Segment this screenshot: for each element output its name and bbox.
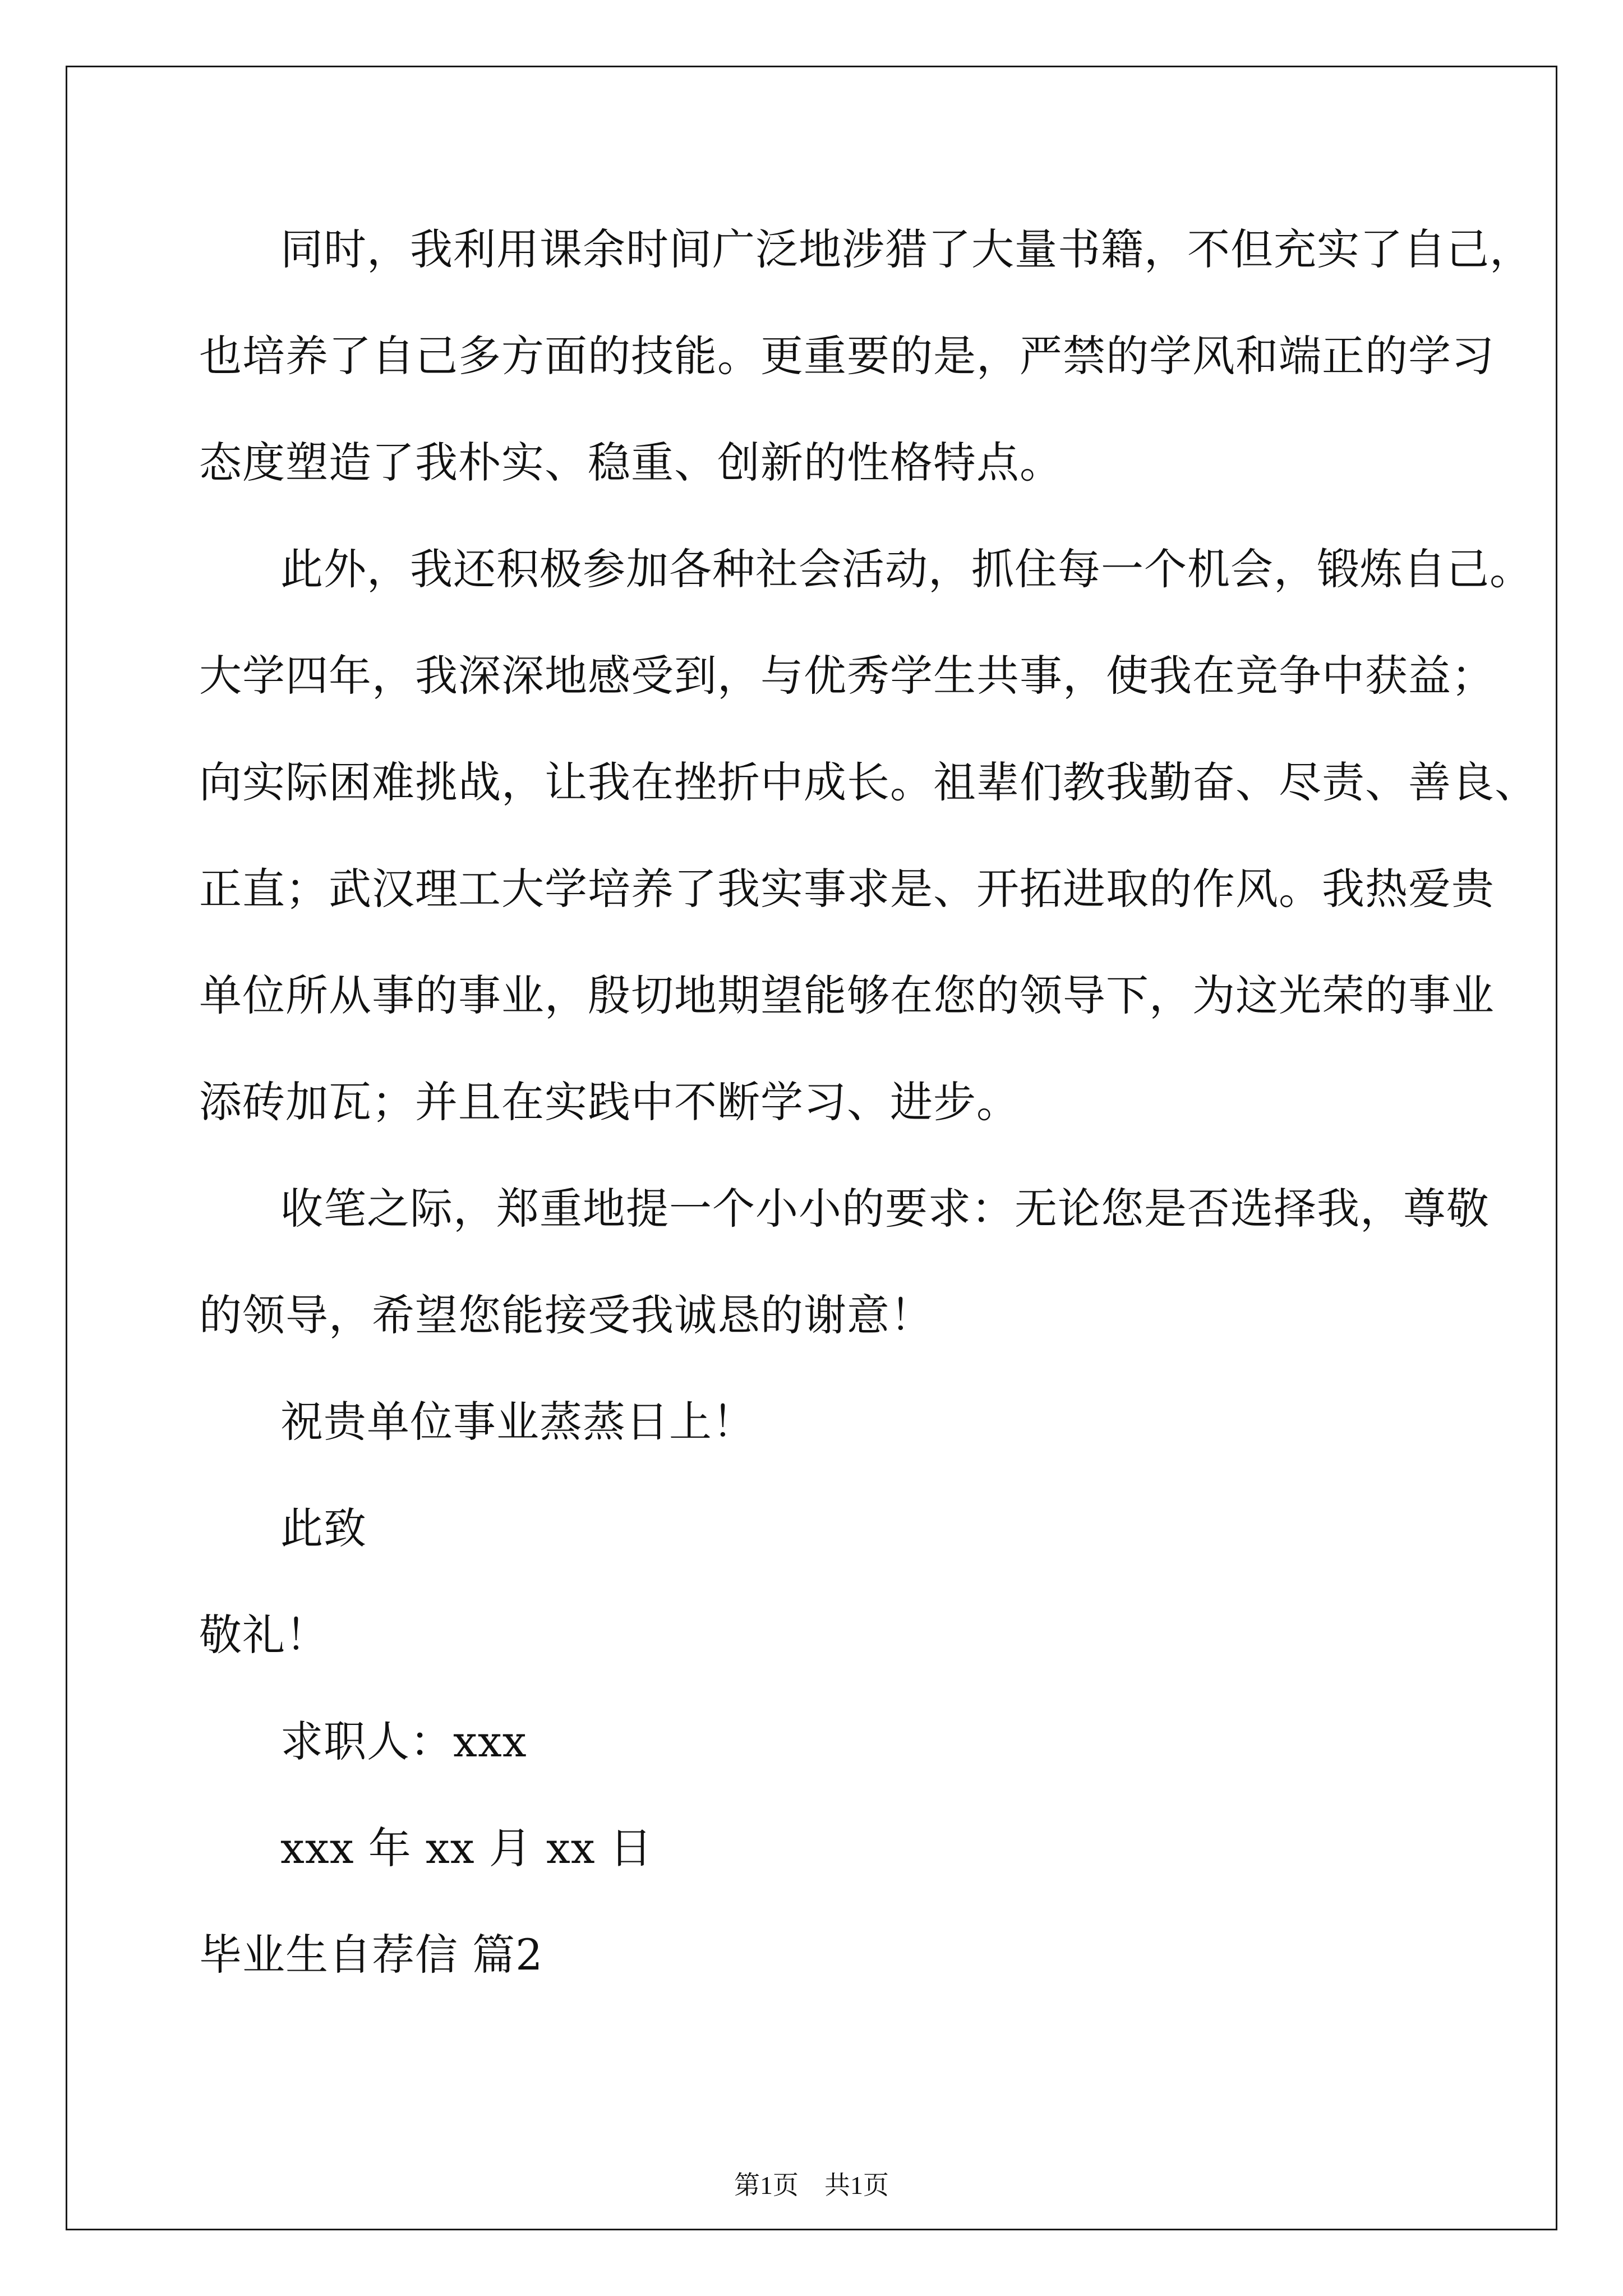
paragraph-line: 此外，我还积极参加各种社会活动，抓住每一个机会，锻炼自己。 (280, 544, 1533, 594)
paragraph-line: 的领导，希望您能接受我诚恳的谢意！ (199, 1290, 933, 1340)
closing-regards: 敬礼！ (199, 1610, 329, 1660)
signature-name: 求职人：xxx (280, 1717, 527, 1766)
page-footer: 第1页 共1页 (734, 2171, 889, 2200)
section-heading: 毕业生自荐信 篇2 (199, 1930, 543, 1980)
paragraph-line: 单位所从事的事业，殷切地期望能够在您的领导下，为这光荣的事业 (199, 970, 1495, 1020)
paragraph-line: 同时，我利用课余时间广泛地涉猎了大量书籍，不但充实了自己， (280, 224, 1533, 274)
paragraph-line: 也培养了自己多方面的技能。更重要的是，严禁的学风和端正的学习 (199, 331, 1495, 381)
closing-salutation: 此致 (280, 1503, 367, 1553)
paragraph-line: 收笔之际，郑重地提一个小小的要求：无论您是否选择我，尊敬 (280, 1184, 1490, 1234)
paragraph-line: 向实际困难挑战，让我在挫折中成长。祖辈们教我勤奋、尽责、善良、 (199, 757, 1538, 807)
paragraph-line: 态度塑造了我朴实、稳重、创新的性格特点。 (199, 438, 1063, 487)
page-border (66, 66, 1557, 2230)
paragraph-line: 正直；武汉理工大学培养了我实事求是、开拓进取的作风。我热爱贵 (199, 864, 1495, 914)
closing-wish: 祝贵单位事业蒸蒸日上！ (280, 1397, 755, 1447)
paragraph-line: 大学四年，我深深地感受到，与优秀学生共事，使我在竞争中获益； (199, 651, 1495, 701)
signature-date: xxx 年 xx 月 xx 日 (280, 1823, 653, 1873)
paragraph-line: 添砖加瓦；并且在实践中不断学习、进步。 (199, 1077, 1020, 1127)
